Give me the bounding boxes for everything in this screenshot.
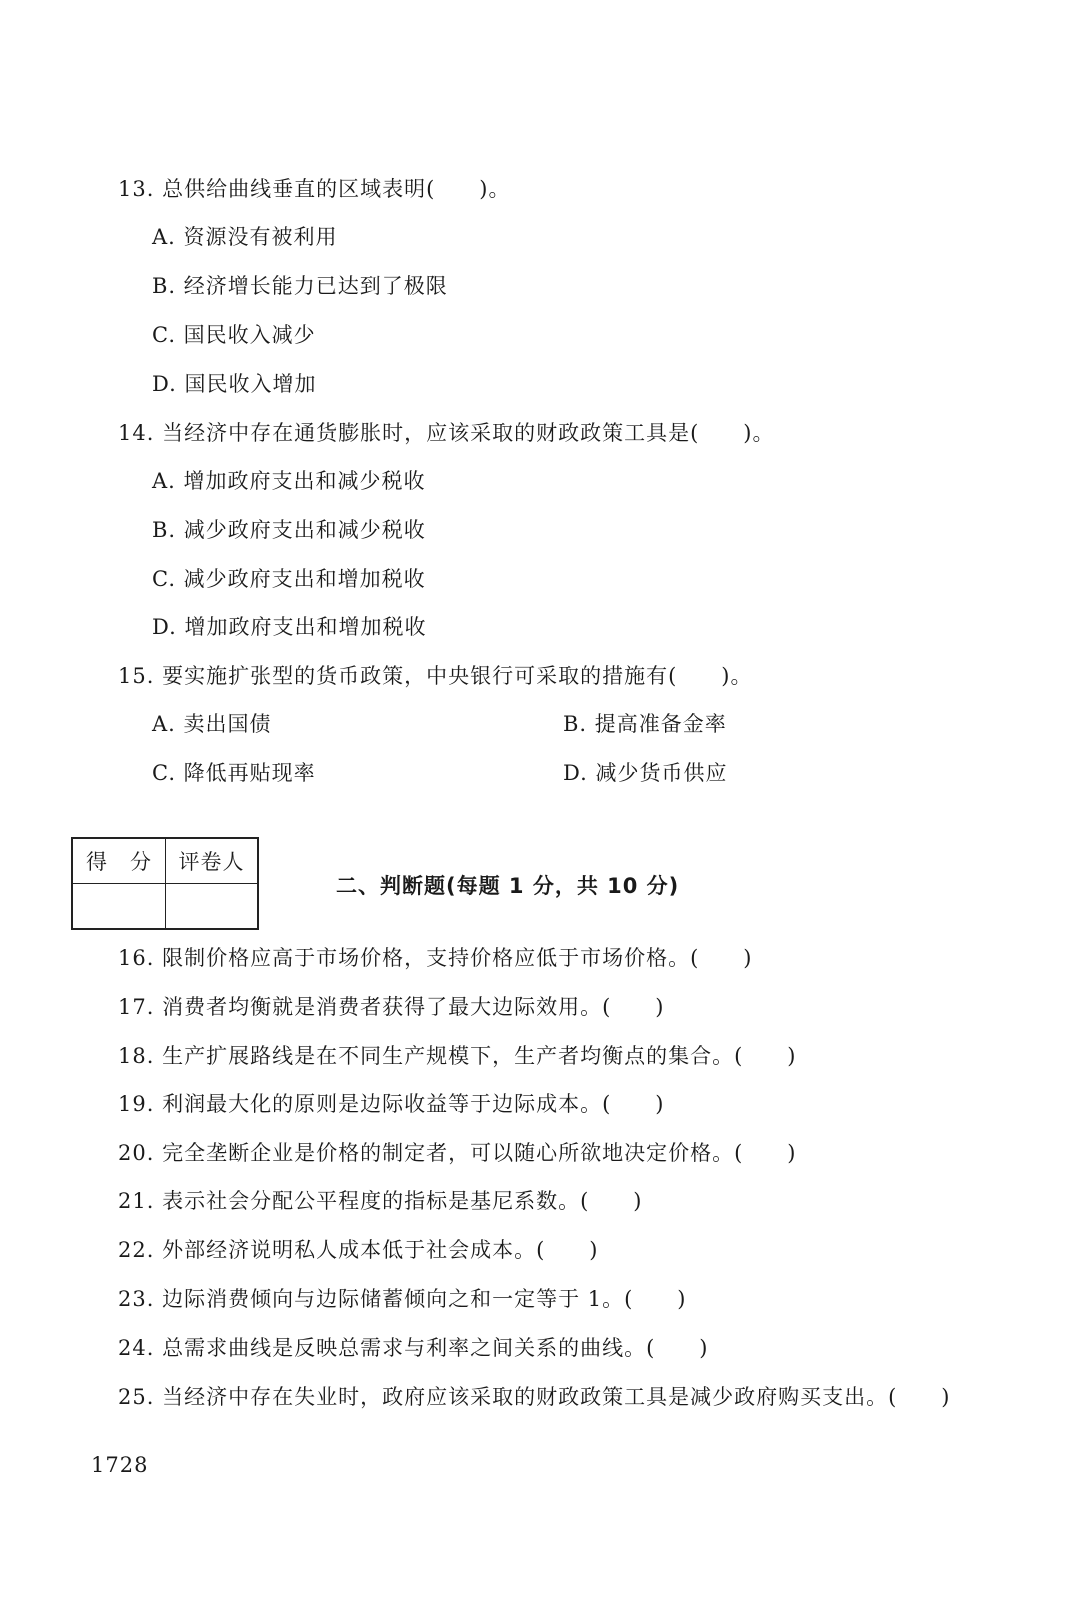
question-14-option-b: B. 减少政府支出和减少税收 (152, 518, 426, 542)
judgment-question: 17. 消费者均衡就是消费者获得了最大边际效用。( ) (118, 995, 665, 1019)
question-15-option-d: D. 减少货币供应 (563, 761, 728, 785)
judgment-question: 23. 边际消费倾向与边际储蓄倾向之和一定等于 1。( ) (118, 1287, 687, 1311)
score-cell (72, 884, 165, 930)
question-13-stem: 13. 总供给曲线垂直的区域表明( )。 (118, 177, 511, 201)
judgment-question: 19. 利润最大化的原则是边际收益等于边际成本。( ) (118, 1092, 665, 1116)
judgment-question: 20. 完全垄断企业是价格的制定者，可以随心所欲地决定价格。( ) (118, 1141, 797, 1165)
question-13-option-a: A. 资源没有被利用 (152, 225, 338, 249)
question-14-stem: 14. 当经济中存在通货膨胀时，应该采取的财政政策工具是( )。 (118, 421, 775, 445)
judgment-question: 18. 生产扩展路线是在不同生产规模下，生产者均衡点的集合。( ) (118, 1044, 797, 1068)
question-13-option-b: B. 经济增长能力已达到了极限 (152, 274, 448, 298)
question-15-stem: 15. 要实施扩张型的货币政策，中央银行可采取的措施有( )。 (118, 664, 753, 688)
grader-label: 评卷人 (165, 838, 258, 884)
score-label: 得 分 (72, 838, 165, 884)
question-15-option-a: A. 卖出国债 (152, 712, 272, 736)
question-14-option-c: C. 减少政府支出和增加税收 (152, 567, 426, 591)
judgment-question: 22. 外部经济说明私人成本低于社会成本。( ) (118, 1238, 599, 1262)
question-13-option-d: D. 国民收入增加 (152, 372, 317, 396)
question-15-option-b: B. 提高准备金率 (563, 712, 727, 736)
section-2-title: 二、判断题(每题 1 分，共 10 分) (336, 874, 680, 898)
grader-cell (165, 884, 258, 930)
judgment-question: 25. 当经济中存在失业时，政府应该采取的财政政策工具是减少政府购买支出。( ) (118, 1385, 951, 1409)
judgment-question: 24. 总需求曲线是反映总需求与利率之间关系的曲线。( ) (118, 1336, 709, 1360)
judgment-question: 16. 限制价格应高于市场价格，支持价格应低于市场价格。( ) (118, 946, 753, 970)
question-13-option-c: C. 国民收入减少 (152, 323, 316, 347)
score-box (71, 837, 259, 930)
page-number: 1728 (91, 1453, 149, 1477)
judgment-question: 21. 表示社会分配公平程度的指标是基尼系数。( ) (118, 1189, 643, 1213)
question-14-option-a: A. 增加政府支出和减少税收 (152, 469, 426, 493)
question-15-option-c: C. 降低再贴现率 (152, 761, 316, 785)
question-14-option-d: D. 增加政府支出和增加税收 (152, 615, 427, 639)
